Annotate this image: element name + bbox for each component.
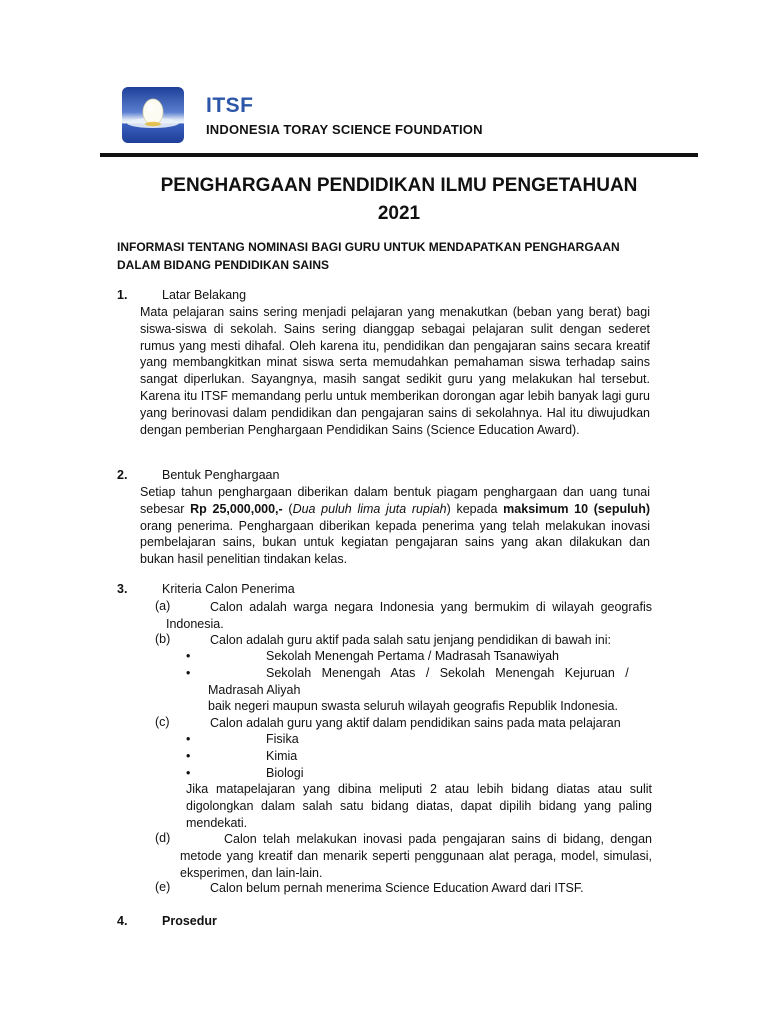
intro-line-2: DALAM BIDANG PENDIDIKAN SAINS [117,258,330,272]
intro-heading [117,238,677,274]
max-recipients: maksimum 10 (sepuluh) [503,501,650,516]
criteria-b-note: baik negeri maupun swasta seluruh wilayah geografis Republik Indonesia. [208,699,618,713]
intro-line-1: INFORMASI TENTANG NOMINASI BAGI GURU UNTUK MENDAPATKAN PENGHARGAAN [117,240,620,254]
criteria-c-text: Calon adalah guru yang aktif dalam pendidikan sains pada mata pelajaran [210,716,621,730]
section-4-title: Prosedur [162,914,217,928]
section-2-number: 2. [117,468,128,482]
criteria-d-label: (d) [155,831,171,845]
bullet-b2: • [186,666,191,680]
brand-name: ITSF [206,94,254,117]
criteria-e-text: Calon belum pernah menerima Science Education Award dari ITSF. [210,881,584,895]
section-1-text: Mata pelajaran sains sering menjadi pelajaran yang menakutkan (beban yang berat) bagi siswa-siswa di sekolah. Sains sering dianggap sebagai pelajaran sulit dengan sederet rumus yang mesti dihafal. Oleh karena itu, pendidikan dan pengajaran sains secara kreatif yang membangkitkan minat siswa serta memudahkan pemahaman siswa terhadap sains sangat diperlukan. Sayangnya, masih sangat sedikit guru yang melakukan hal tersebut. Karena itu ITSF memandang perlu untuk memberikan dorongan agar lebih banyak lagi guru yang berinovasi dalam pendidikan dan pengajaran sains di sekolahnya. Hal itu diwujudkan dengan pemberian Penghargaan Pendidikan Sains (Science Education Award). [140,305,650,437]
criteria-b-level-2: Sekolah Menengah Atas / Sekolah Menengah Kejuruan / [266,666,629,680]
section-1-number: 1. [117,288,128,302]
bullet-c1: • [186,732,191,746]
brand-full-name: INDONESIA TORAY SCIENCE FOUNDATION [206,122,483,137]
subject-physics: Fisika [266,732,299,746]
title-year: 2021 [377,203,421,224]
section-2-text-part: ) kepada [446,501,504,516]
section-1-title: Latar Belakang [162,288,247,302]
subject-chemistry: Kimia [266,749,298,763]
egg-on-water-logo-icon [122,87,184,143]
itsf-logo [122,87,184,143]
bullet-c2: • [186,749,191,763]
section-2-title: Bentuk Penghargaan [162,468,280,482]
award-amount-words: Dua puluh lima juta rupiah [292,501,447,516]
section-4-number: 4. [117,914,128,928]
bullet-b1: • [186,649,191,663]
document-title [100,172,698,228]
section-2-text [140,484,650,568]
criteria-a-label: (a) [155,599,171,613]
section-3-title: Kriteria Calon Penerima [162,582,295,596]
section-2-text-part: orang penerima. Penghargaan diberikan kepada penerima yang telah melakukan inovasi pembelajaran sains, bukan untuk kegiatan pengajaran sains yang akan dilakukan dan bukan hasil penelitian tindakan kelas. [140,518,650,567]
section-2-text-part: ( [282,501,293,516]
criteria-e-label: (e) [155,880,171,894]
bullet-c3: • [186,766,191,780]
criteria-d-text: Calon telah melakukan inovasi pada pengajaran sains di bidang, dengan metode yang kreatif dan menarik seperti penggunaan alat peraga, model, simulasi, eksperimen, dan lain-lain. [180,832,652,880]
criteria-b-text: Calon adalah guru aktif pada salah satu jenjang pendidikan di bawah ini: [210,633,611,647]
section-2-text-part: Setiap tahun penghargaan diberikan dalam bentuk piagam penghargaan dan uang tunai sebesar [140,485,650,516]
section-3-number: 3. [117,582,128,596]
award-amount: Rp 25,000,000,- [190,501,283,516]
header-divider [100,153,698,157]
criteria-b-label: (b) [155,632,171,646]
criteria-b-level-2-cont: Madrasah Aliyah [208,683,301,697]
title-line-1: PENGHARGAAN PENDIDIKAN ILMU PENGETAHUAN [160,175,638,196]
criteria-a-text: Calon adalah warga negara Indonesia yang bermukim di wilayah geografis Indonesia. [166,600,652,631]
subject-biology: Biologi [266,766,304,780]
criteria-b-level-1: Sekolah Menengah Pertama / Madrasah Tsanawiyah [266,649,559,663]
criteria-c-label: (c) [155,715,170,729]
criteria-c-note: Jika matapelajaran yang dibina meliputi 2 atau lebih bidang diatas atau sulit digolongkan dalam salah satu bidang diatas, dapat dipilih bidang yang paling mendekati. [186,782,652,830]
